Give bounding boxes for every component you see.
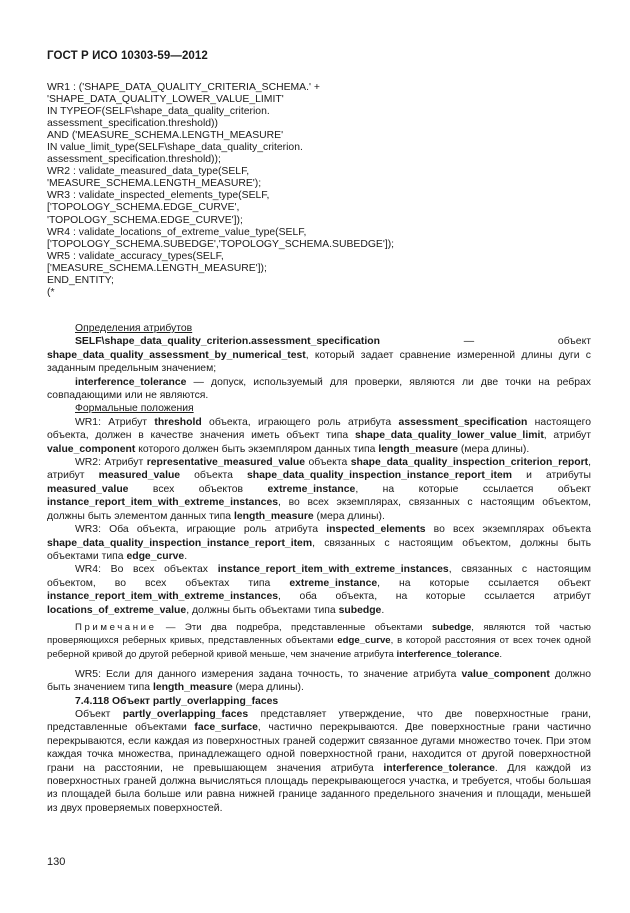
code-line: END_ENTITY; [47,274,114,286]
code-line: ['TOPOLOGY_SCHEMA.SUBEDGE','TOPOLOGY_SCHEMA.SUBEDGE']); [47,238,395,250]
note-paragraph: Примечание — Эти два подребра, представленные объектами subedge, являются той частью проверяющихся реберных кривых, представленных объектами edge_curve, в которой расстояния от всех точек одной реберной кривой до другой реберной кривой меньше, чем значение атрибута interference_tolerance. [47,621,591,660]
rule-wr3: WR3: Оба объекта, играющие роль атрибута inspected_elements во всех экземплярах объекта shape_data_quality_inspection_instance_report_item, связанных с настоящим объектом, должны быть объектами типа edge_curve. [47,524,591,562]
code-line: assessment_specification.threshold)); [47,154,221,166]
code-line: AND ('MEASURE_SCHEMA.LENGTH_MEASURE' [47,130,284,142]
code-line: WR1 : ('SHAPE_DATA_QUALITY_CRITERIA_SCHEMA.' + [47,82,320,93]
attr-def-assessment-specification: SELF\shape_data_quality_criterion.assessment_specification — объект shape_data_quality_assessment_by_numerical_test, который задает сравнение измеренной длины дуги с заданным предельным значением; [47,336,591,375]
rule-wr2: WR2: Атрибут representative_measured_value объекта shape_data_quality_inspection_criterion_report, атрибут measured_value объекта shape_data_quality_inspection_instance_report_item и атрибуты measured_value всех объектов extreme_instance, на которые ссылается объект instance_report_item_with_extreme_instances, во всех экземплярах, связанных с настоящим объектом, должны быть элементом данных типа length_measure (мера длины). [47,457,591,522]
code-line: 'TOPOLOGY_SCHEMA.EDGE_CURVE']); [47,214,243,226]
code-line: WR5 : validate_accuracy_types(SELF, [47,250,224,262]
code-line: 'SHAPE_DATA_QUALITY_LOWER_VALUE_LIMIT' [47,94,284,106]
section-paragraph: Объект partly_overlapping_faces представляет утверждение, что две поверхностные грани, представленные объектами face_surface, частично перекрываются. Две поверхностные грани частично перекрываются, если каждая из поверхностных граней содержит связанное дугами множество точек. При этом каждая точка множества, принадлежащего одной поверхностной грани, находится от другой поверхностной грани на расстоянии, не превышающем значения атрибута interference_tolerance. Для каждой из поверхностных граней должна вычисляться площадь перекрывающегося участка, и требуется, чтобы большая из площадей была больше или равна нижней границе заданного предельного значения и площади, меньшей из двух проверяемых поверхностей. [47,709,591,814]
code-line: WR3 : validate_inspected_elements_type(SELF, [47,190,270,202]
code-line: IN value_limit_type(SELF\shape_data_quality_criterion. [47,142,303,154]
express-code-block [47,82,592,299]
page-number: 130 [47,856,66,868]
rule-wr5: WR5: Если для данного измерения задана точность, то значение атрибута value_component должно быть значением типа length_measure (мера длины). [47,668,592,694]
code-line: WR4 : validate_locations_of_extreme_value_type(SELF, [47,226,307,238]
rule-wr1: WR1: Атрибут threshold объекта, играющего роль атрибута assessment_specification настоящего объекта, должен в качестве значения иметь объект типа shape_data_quality_lower_value_limit, атрибут value_component которого должен быть экземпляром данных типа length_measure (мера длины). [47,416,592,455]
note-label: Примечание [75,621,157,633]
code-line: IN TYPEOF(SELF\shape_data_quality_criterion. [47,106,270,118]
attribute-definitions-heading: Определения атрибутов [75,323,193,334]
code-line: WR2 : validate_measured_data_type(SELF, [47,166,250,178]
code-line: 'MEASURE_SCHEMA.LENGTH_MEASURE'); [47,178,262,190]
code-line: assessment_specification.threshold)) [47,118,218,130]
code-line: ['MEASURE_SCHEMA.LENGTH_MEASURE']); [47,262,267,274]
page-header: ГОСТ Р ИСО 10303-59—2012 [47,50,208,62]
code-line: (* [47,286,55,298]
section-heading: 7.4.118 Объект partly_overlapping_faces [75,695,279,707]
rule-wr4: WR4: Во всех объектах instance_report_item_with_extreme_instances, связанных с настоящим объектом, во всех объектах типа extreme_instance, на которые ссылается объект instance_report_item_with_extreme_instances, оба объекта, на которые ссылается атрибут locations_of_extreme_value, должны быть объектами типа subedge. [47,564,591,616]
document-body [47,322,591,815]
attr-def-interference-tolerance: interference_tolerance — допуск, используемый для проверки, являются ли две точки на ребрах совпадающими или не являются. [47,376,591,402]
formal-propositions-heading: Формальные положения [75,403,194,415]
code-line: ['TOPOLOGY_SCHEMA.EDGE_CURVE', [47,202,240,214]
